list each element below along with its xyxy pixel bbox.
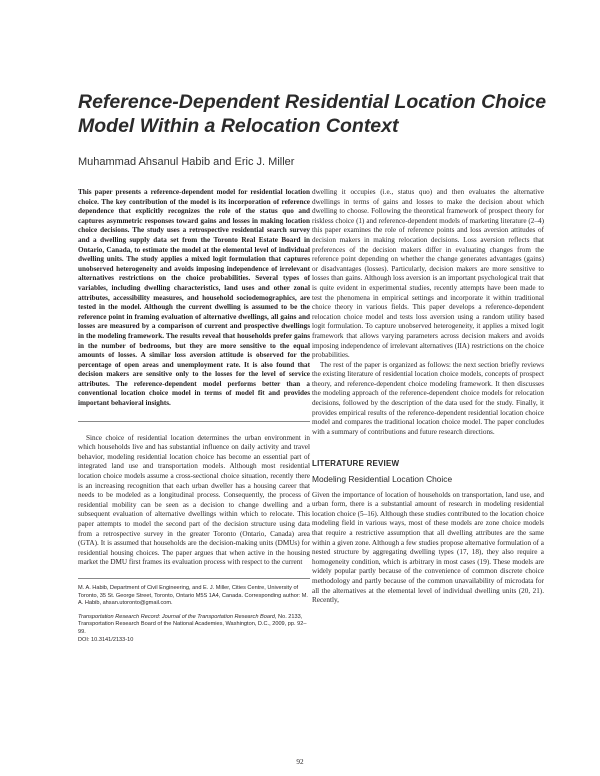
intro-paragraph: Since choice of residential location determines the urban environment in which households live and has substantial influence on daily activity and travel behavior, modeling residential location choice has become an essential part of integrated land use and transportation models. Although most residential location choice models assume a cross-sectional choice situation, recently there is an increasing recognition that each urban dweller has a housing career that needs to be modeled as a longitudinal process. Consequently, the process of residential mobility can be seen as a decision to change dwelling and a subsequent evaluation of alternative dwellings within which to relocate. This paper attempts to model the second part of the decision structure using data from a retrospective survey in the greater Toronto (Ontario, Canada) area (GTA). It is assumed that households are the decision-making units (DMUs) for residential housing choices. The paper argues that when active in the housing market the DMU first frames its evaluation process with respect to the current	[78, 433, 310, 567]
abstract-divider	[78, 421, 310, 422]
citation-footnote	[78, 614, 310, 644]
left-column	[78, 188, 310, 650]
body-paragraph-3: Given the importance of location of households on transportation, land use, and urban form, there is a substantial amount of research in modeling residential location choice (5–16). Although these studies contributed to the location choice modeling field in various ways, most of these models are zone choice models that require a restrictive assumption that all dwelling attributes are the same within a given zone. Although a few studies propose alternative formulation of a nested structure by aggregating dwelling types (17, 18), they also require a homogeneity condition, which is arbitrary in most cases (19). These models are widely popular partly because of the convenience of common discrete choice methodology and partly because of the common unavailability of microdata for all the alternatives at the elemental level of individual dwelling units (20, 21). Recently,	[312, 490, 544, 605]
paper-title: Reference-Dependent Residential Location Choice Model Within a Relocation Context	[78, 91, 547, 137]
section-heading-literature-review: LITERATURE REVIEW	[312, 459, 400, 469]
body-paragraph-1: dwelling it occupies (i.e., status quo) and then evaluates the alternative dwellings in terms of gains and losses to make the decision about which dwelling to choose. Following the theoretical framework of prospect theory for riskless choice (1) and reference-dependent models of marketing literature (2–4) this paper examines the role of reference points and loss aversion attitudes of decision makers in making relocation decisions. Loss aversion reflects that preferences of the decision makers differ in evaluating changes from the reference point depending on whether the change generates advantages (gains) or disadvantages (losses). Particularly, decision makers are more sensitive to losses than gains. Although loss aversion is an important psychological trait that is quite evident in experimental studies, recently attempts have been made to test the phenomena in empirical settings and incorporate it within traditional choice theory in various fields. This paper develops a reference-dependent relocation choice model and tests loss aversion using a random utility based logit formulation. To capture unobserved heterogeneity, it applies a mixed logit framework that allows varying parameters across decision makers and avoids imposing independence of irrelevant alternatives (IIA) restrictions on the choice probabilities.	[312, 188, 544, 360]
subsection-heading-modeling: Modeling Residential Location Choice	[312, 474, 453, 485]
abstract: This paper presents a reference-dependent model for residential location choice. The key contribution of the model is its incorporation of reference dependence that explicitly recognizes the role of the status quo and captures asymmetric responses toward gains and losses in making location choice decisions. The study uses a retrospective residential search survey and a dwelling supply data set from the Toronto Real Estate Board in Ontario, Canada, to estimate the model at the elemental level of individual dwelling units. The study applies a mixed logit formulation that captures unobserved heterogeneity and avoids imposing independence of irrelevant alternatives restrictions on the choice probabilities. Several types of variables, including dwelling characteristics, land uses and other zonal attributes, accessibility measures, and household sociodemographics, are tested in the model. Although the current dwelling is assumed to be the reference point in framing evaluation of alternative dwellings, all gains and losses are measured by a comparison of current and prospective dwellings in the modeling framework. The results reveal that households prefer gains in the number of bedrooms, but they are more sensitive to the equal amounts of losses. A similar loss aversion attitude is observed for the percentage of open areas and unemployment rate. It is also found that decision makers are sensitive only to the losses for the level of service attributes. The reference-dependent model performs better than a conventional location choice model in terms of model fit and provides important behavioral insights.	[78, 188, 310, 408]
page-number: 92	[296, 758, 304, 766]
citation-journal: Transportation Research Record: Journal of the Transportation Research Board,	[78, 613, 277, 620]
citation-details: No. 2133, Transportation Research Board of the National Academies, Washington, D.C., 2009, pp. 92–99.	[78, 613, 307, 635]
doi: DOI: 10.3141/2133-10	[78, 636, 134, 643]
right-column	[312, 188, 544, 606]
body-paragraph-2: The rest of the paper is organized as follows: the next section briefly reviews the existing literature of residential location choice models, concepts of prospect theory, and reference-dependent choice modeling framework. It then discusses the modeling approach of the reference-dependent choice models for relocation decisions, followed by the description of the data used for the study. Finally, it provides empirical results of the reference-dependent residential location choice model and compares the traditional location choice model. The paper concludes with a summary of contributions and future research directions.	[312, 360, 544, 436]
footnote-divider	[78, 578, 310, 579]
paper-authors: Muhammad Ahsanul Habib and Eric J. Miller	[78, 156, 295, 168]
author-affiliation-footnote: M. A. Habib, Department of Civil Engineering, and E. J. Miller, Cities Centre, University of Toronto, 35 St. George Street, Toronto, Ontario M5S 1A4, Canada. Corresponding author: M. A. Habib, ahsan.utoronto@gmail.com.	[78, 584, 308, 607]
